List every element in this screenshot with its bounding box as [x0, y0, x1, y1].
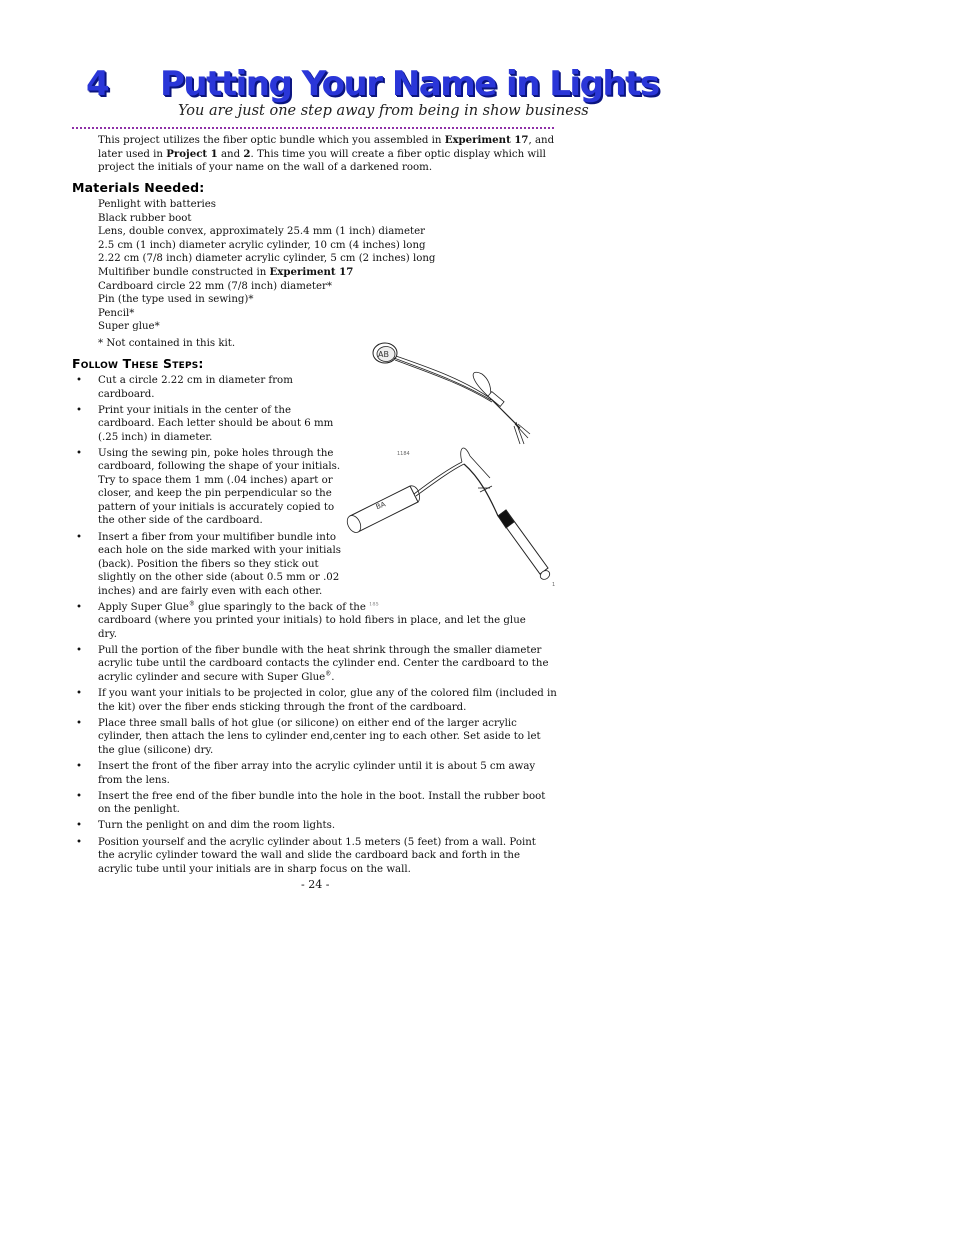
fiber-bundle-disc-drawing [373, 343, 530, 444]
list-item: Cardboard circle 22 mm (7/8 inch) diameter* [98, 280, 332, 292]
list-item: Black rubber boot [98, 212, 192, 224]
title-divider [72, 127, 554, 129]
page-subtitle: You are just one step away from being in show business [178, 103, 589, 119]
acrylic-tube-penlight-drawing [345, 448, 552, 581]
list-item: 2.5 cm (1 inch) diameter acrylic cylinder, 10 cm (4 inches) long [98, 239, 426, 251]
list-item: 2.22 cm (7/8 inch) diameter acrylic cylinder, 5 cm (2 inches) long [98, 253, 436, 265]
list-item: • Position yourself and the acrylic cylinder about 1.5 meters (5 feet) from a wall. Point the acrylic cylinder toward the wall and slide the cardboard back and forth in the acrylic tube until your initials are in sharp focus on the wall. [76, 836, 536, 875]
list-item: Pin (the type used in sewing)* [98, 294, 254, 306]
steps-heading: Follow These Steps: [72, 356, 204, 371]
page-number: - 24 - [301, 878, 330, 891]
list-item: Super glue* [98, 321, 160, 333]
list-item: • Turn the penlight on and dim the room lights. [76, 820, 336, 832]
page-title: Putting Your Name in Lights [160, 64, 659, 104]
figure-label-small: 1 [552, 582, 556, 588]
list-item: Penlight with batteries [98, 199, 216, 210]
list-item: • Using the sewing pin, poke holes through the cardboard, following the shape of your initials. Try to space them 1 mm (.04 inches) apart or closer, and keep the pin perpendicular so the pattern of your initials is accurately copied to the other side of the cardboard. [76, 447, 341, 527]
list-item: • Apply Super Glue® glue sparingly to the back of the $^{185}$ cardboard (where you printed your initials) to hold fibers in place, and let the glue dry. [76, 600, 526, 640]
list-item: • Insert the front of the fiber array into the acrylic cylinder until it is about 5 cm away from the lens. [76, 761, 536, 786]
fiber-optic-illustration [340, 338, 560, 594]
tube-letters: BA [374, 500, 387, 512]
materials-list [98, 198, 435, 334]
list-item: • Insert the free end of the fiber bundle into the hole in the boot. Install the rubber boot on the penlight. [76, 790, 546, 816]
figure-label: 1184 [397, 451, 410, 457]
list-item: • Cut a circle 2.22 cm in diameter from cardboard. [76, 375, 293, 400]
list-item: • If you want your initials to be projected in color, glue any of the colored film (included in the kit) over the fiber ends sticking through the front of the cardboard. [76, 688, 557, 713]
list-item: Pencil* [98, 307, 135, 319]
intro-paragraph: This project utilizes the fiber optic bundle which you assembled in Experiment 17, and later used in Project 1 and 2. This time you will create a fiber optic display which will project the initials of your name on the wall of a darkened room. [98, 134, 555, 173]
list-item: Multifiber bundle constructed in Experiment 17 [98, 265, 354, 278]
kit-note: * Not contained in this kit. [98, 338, 236, 349]
list-item: • Pull the portion of the fiber bundle with the heat shrink through the smaller diameter acrylic tube until the cardboard contacts the cylinder end. Center the cardboard to the acrylic cylinder and secure with Super Glue®. [76, 644, 549, 683]
list-item: • Insert a fiber from your multifiber bundle into each hole on the side marked with your initials (back). Position the fibers so they stick out slightly on the other side (about 0.5 mm or .02 inches) and are fairly even with each other. [76, 531, 341, 597]
section-number: 4 [86, 64, 109, 104]
list-item: • Print your initials in the center of the cardboard. Each letter should be about 6 mm (.25 inch) in diameter. [76, 404, 334, 443]
disc-letters: AB [378, 350, 389, 359]
materials-heading: Materials Needed: [72, 180, 205, 195]
list-item: Lens, double convex, approximately 25.4 mm (1 inch) diameter [98, 226, 425, 238]
list-item: • Place three small balls of hot glue (or silicone) on either end of the larger acrylic cylinder, then attach the lens to cylinder end,center ing to each other. Set aside to let the glue (silicone) dry. [76, 717, 541, 756]
